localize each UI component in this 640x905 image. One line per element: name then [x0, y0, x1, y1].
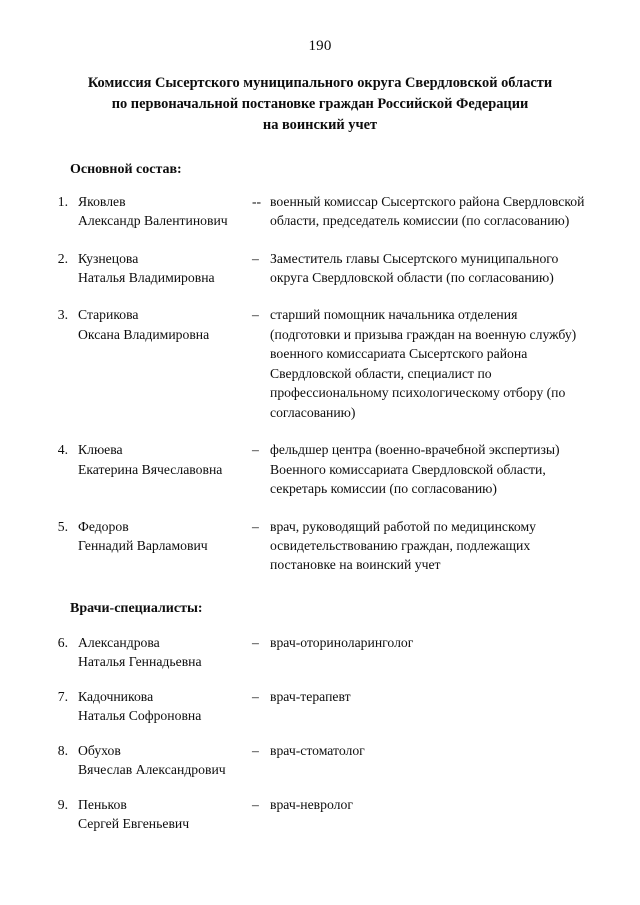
list-item [52, 192, 588, 231]
list-item-name [74, 795, 252, 834]
list-item [52, 517, 588, 575]
list-item-name [74, 192, 252, 231]
list-item-name-line-2: Наталья Софроновна [78, 708, 202, 724]
list-item-dash: -- [252, 193, 262, 209]
list-item-description: Заместитель главы Сысертского муниципального округа Свердловской области (по согласованию) [270, 250, 559, 285]
list-item-dash: – [252, 688, 259, 704]
list-item-description: фельдшер центра (военно-врачебной экспертизы) Военного комиссариата Свердловской области, секретарь комиссии (по согласованию) [270, 442, 560, 497]
list-item-number: 6. [57, 634, 68, 650]
list-item [52, 741, 588, 780]
list-item-number: 7. [57, 688, 68, 704]
page-title-line-2: по первоначальной постановке граждан Российской Федерации [111, 95, 529, 112]
list-item-name [74, 517, 252, 556]
list-item-description: старший помощник начальника отделения (подготовки и призыва граждан на военную службу) военного комиссариата Сысертского района Свердловской области, специалист по профессиональному психологическому отбору (по согласованию) [270, 307, 577, 420]
list-item-name-line-1: Федоров [78, 518, 129, 534]
list-item-name [74, 687, 252, 726]
list-item-name-line-2: Наталья Геннадьевна [78, 654, 202, 670]
list-item-dash: – [252, 634, 259, 650]
list-item-name-line-2: Вячеслав Александрович [78, 762, 226, 778]
list-item-dash: – [252, 307, 259, 323]
list-item-description: врач-оториноларинголог [270, 634, 414, 650]
list-item-number: 9. [57, 796, 68, 812]
list-item-name-line-1: Обухов [78, 742, 121, 758]
list-item [52, 795, 588, 834]
list-item [52, 633, 588, 672]
list-item-number: 1. [57, 193, 68, 209]
list-item [52, 440, 588, 498]
list-item [52, 687, 588, 726]
list-item-name [74, 633, 252, 672]
list-item [52, 305, 588, 422]
list-item-description: врач-стоматолог [270, 742, 365, 758]
list-item-dash: – [252, 518, 259, 534]
list-item-name-line-1: Александрова [78, 634, 160, 650]
list-item-name-line-1: Старикова [78, 307, 139, 323]
list-item-name [74, 440, 252, 479]
list-item-number: 8. [57, 742, 68, 758]
list-item-description: врач, руководящий работой по медицинскому освидетельствованию граждан, подлежащих постановке на воинский учет [270, 518, 537, 573]
list-item-name-line-2: Екатерина Вячеславовна [78, 461, 223, 477]
list-item-name [74, 249, 252, 288]
page-number: 190 [308, 38, 332, 54]
list-item-dash: – [252, 442, 259, 458]
section-heading: Основной состав: [70, 161, 182, 177]
list-item-name [74, 305, 252, 344]
list-item-name-line-2: Геннадий Варламович [78, 537, 208, 553]
list-item-description: врач-терапевт [270, 688, 351, 704]
page-title-line-3: на воинский учет [262, 116, 378, 133]
list-item-dash: – [252, 250, 259, 266]
section-heading: Врачи-специалисты: [70, 600, 203, 616]
list-item-name-line-2: Александр Валентинович [78, 213, 228, 229]
list-item-name-line-1: Кадочникова [78, 688, 154, 704]
list-item-number: 3. [57, 307, 68, 323]
list-item-name-line-1: Пеньков [78, 796, 127, 812]
section-main-composition [52, 162, 588, 575]
page-title [60, 73, 580, 136]
list-item-number: 4. [57, 442, 68, 458]
list-item-dash: – [252, 796, 259, 812]
list-item [52, 249, 588, 288]
list-item-description: военный комиссар Сысертского района Свердловской области, председатель комиссии (по согласованию) [270, 193, 585, 229]
list-item-name-line-2: Сергей Евгеньевич [78, 816, 190, 832]
page-title-line-1: Комиссия Сысертского муниципального округа Свердловской области [87, 75, 553, 91]
list-item-name-line-1: Кузнецова [78, 250, 139, 266]
list-item-name-line-1: Яковлев [78, 193, 126, 209]
list-item-dash: – [252, 742, 259, 758]
list-item-number: 2. [57, 250, 68, 266]
list-item-name-line-1: Клюева [78, 442, 123, 458]
section-medical-specialists [52, 601, 588, 834]
list-item-description: врач-невролог [270, 796, 353, 812]
list-item-name-line-2: Оксана Владимировна [78, 326, 210, 342]
list-item-name [74, 741, 252, 780]
list-item-number: 5. [57, 518, 68, 534]
list-item-name-line-2: Наталья Владимировна [78, 269, 215, 285]
